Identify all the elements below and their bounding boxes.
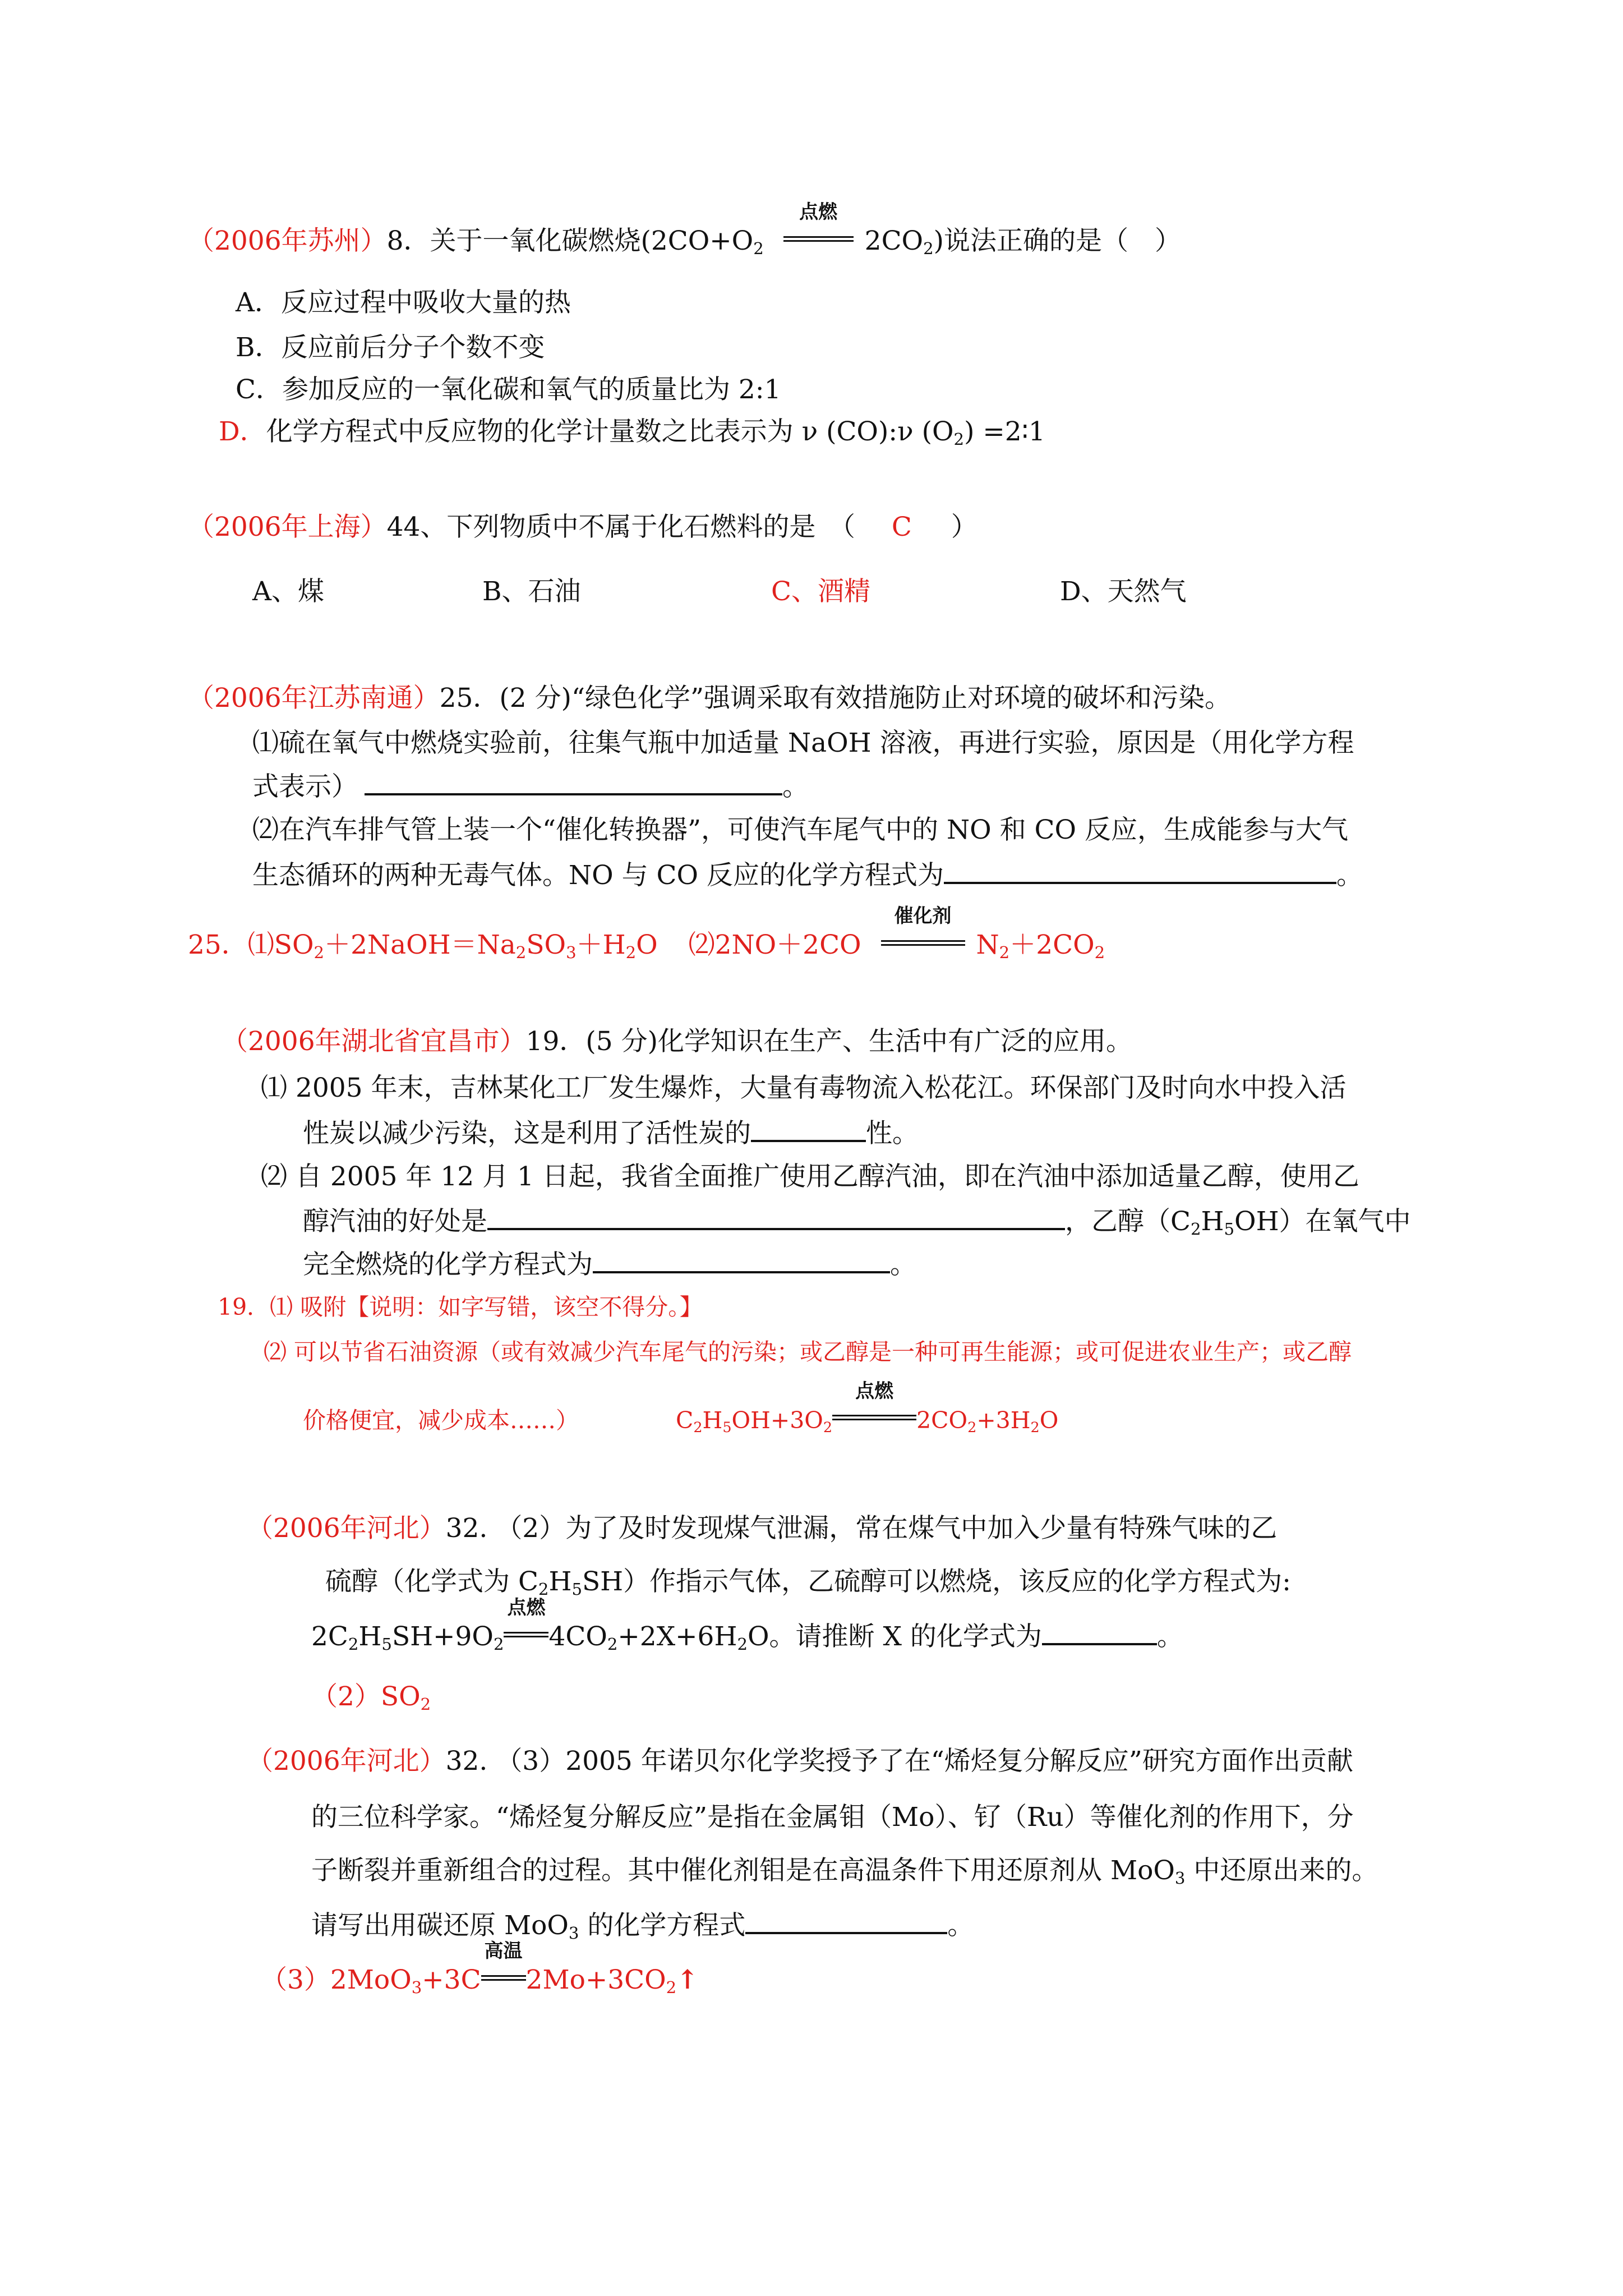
- q4-answer-1: 19．⑴ 吸附【说明：如字写错，该空不得分。】: [218, 1294, 703, 1320]
- q4-part1-line1: ⑴ 2005 年末，吉林某化工厂发生爆炸，大量有毒物流入松花江。环保部门及时向水中投入活: [261, 1073, 1347, 1103]
- q2-option-d: D、天然气: [1060, 576, 1187, 607]
- q3-answer-condition: 催化剂: [881, 928, 965, 962]
- q1-condition: 点燃: [783, 224, 854, 258]
- q6-line4: 请写出用碳还原 MoO$_3$ 的化学方程式 。: [311, 1907, 974, 1943]
- q6-answer-condition: 高温: [481, 1963, 526, 1997]
- q4-part1-line2: 性炭以减少污染，这是利用了活性炭的 性。: [303, 1115, 919, 1151]
- q4-answer-condition: 点燃: [832, 1404, 916, 1437]
- q3-source: （2006年江苏南通）: [188, 683, 440, 714]
- q1-option-a: A．反应过程中吸收大量的热: [236, 287, 571, 318]
- q2-stem: （2006年上海）44、下列物质中不属于化石燃料的是 （ C ）: [188, 512, 978, 542]
- q4-part2-line2: 醇汽油的好处是 ，乙醇$(C_2H_5OH)$在氧气中: [303, 1203, 1411, 1239]
- q6-source: （2006年河北）: [247, 1746, 446, 1777]
- q2-option-a: A、煤: [252, 576, 324, 607]
- q6-line2: 的三位科学家。“烯烃复分解反应”是指在金属钼（Mo）、钌（Ru）等催化剂的作用下，分: [311, 1802, 1354, 1833]
- q6-answer: （3）2MoO$_3$+3C 高温 $2Mo+3CO_2↑$: [261, 1940, 699, 1998]
- q5-condition: 点燃: [504, 1620, 548, 1654]
- q4-part2-line3: 完全燃烧的化学方程式为 。: [303, 1246, 916, 1282]
- q3-part1-line1: ⑴硫在氧气中燃烧实验前，往集气瓶中加适量 NaOH 溶液，再进行实验，原因是（用化学方程: [252, 728, 1354, 758]
- q4-source: （2006年湖北省宜昌市）: [222, 1026, 526, 1057]
- q3-blank-2[interactable]: [944, 857, 1336, 884]
- q1-stem: （2006年苏州）8．关于一氧化碳燃烧($2CO+O_2$ 点燃 $2CO_2$)说法正确的是（ ）: [188, 201, 1181, 259]
- q4-answer-2: ⑵ 可以节省石油资源（或有效减少汽车尾气的污染；或乙醇是一种可再生能源；或可促进农业生产；或乙醇: [264, 1338, 1352, 1365]
- q4-blank-2[interactable]: [487, 1203, 1065, 1230]
- q5-line3: $2C_2H_5SH+9O_2$ 点燃 $4CO_2+2X+6H_2O$。请推断 X 的化学式为 。: [311, 1596, 1183, 1654]
- q5-line2: 硫醇（化学式为 $C_2H_5SH$）作指示气体，乙硫醇可以燃烧，该反应的化学方程式为:: [325, 1566, 1291, 1599]
- q5-source: （2006年河北）: [247, 1513, 446, 1544]
- q4-answer-equation: $C_2H_5OH+3O_2$ 点燃 $2CO_2+3H_2O$: [676, 1404, 1058, 1437]
- q3-part2-line2: 生态循环的两种无毒气体。NO 与 CO 反应的化学方程式为 。: [252, 857, 1363, 892]
- q3-part2-line1: ⑵在汽车排气管上装一个“催化转换器”，可使汽车尾气中的 NO 和 CO 反应，生成能参与大气: [252, 815, 1348, 845]
- q1-option-b: B．反应前后分子个数不变: [236, 332, 545, 363]
- q1-source: （2006年苏州）: [188, 226, 387, 256]
- q3-part1-line2: 式表示） 。: [252, 769, 809, 804]
- q4-part2-line1: ⑵ 自 2005 年 12 月 1 日起，我省全面推广使用乙醇汽油，即在汽油中添加适量乙醇，使用乙: [261, 1161, 1359, 1192]
- q5-answer: $(2)SO_2$: [311, 1681, 431, 1714]
- q1-option-c: C．参加反应的一氧化碳和氧气的质量比为 2:1: [236, 374, 781, 405]
- q4-blank-1[interactable]: [751, 1115, 866, 1142]
- q5-stem: （2006年河北）32. （2）为了及时发现煤气泄漏，常在煤气中加入少量有特殊气味的乙: [247, 1513, 1278, 1544]
- q2-source: （2006年上海）: [188, 512, 387, 542]
- q5-blank[interactable]: [1042, 1618, 1157, 1645]
- q1-answer-letter: D．: [219, 416, 266, 447]
- q4-answer-3: 价格便宜，减少成本……）: [303, 1407, 579, 1434]
- q6-line3: 子断裂并重新组合的过程。其中催化剂钼是在高温条件下用还原剂从 MoO$_3$ 中还原出来的。: [311, 1855, 1378, 1888]
- q6-stem: （2006年河北）32. （3）2005 年诺贝尔化学奖授予了在“烯烃复分解反应”研究方面作出贡献: [247, 1746, 1353, 1777]
- q4-stem: （2006年湖北省宜昌市）19．(5 分)化学知识在生产、生活中有广泛的应用。: [222, 1026, 1132, 1057]
- q3-answer: 25．$⑴SO_2+2NaOH=Na_2SO_3+H_2O$ ⑵2NO＋2CO 催化剂 $N_2+2CO_2$: [188, 905, 1105, 963]
- q2-answer: C: [891, 512, 912, 542]
- q4-blank-3[interactable]: [593, 1246, 890, 1273]
- q2-option-c: C、酒精: [771, 576, 870, 607]
- q2-option-b: B、石油: [482, 576, 581, 607]
- q6-blank[interactable]: [745, 1907, 947, 1934]
- q3-stem: （2006年江苏南通）25．(2 分)“绿色化学”强调采取有效措施防止对环境的破坏和污染。: [188, 683, 1232, 714]
- q1-option-d: D．化学方程式中反应物的化学计量数之比表示为 ν (CO):ν $(O_2)$ =2∶1: [219, 416, 1045, 449]
- q3-blank-1[interactable]: [365, 769, 782, 795]
